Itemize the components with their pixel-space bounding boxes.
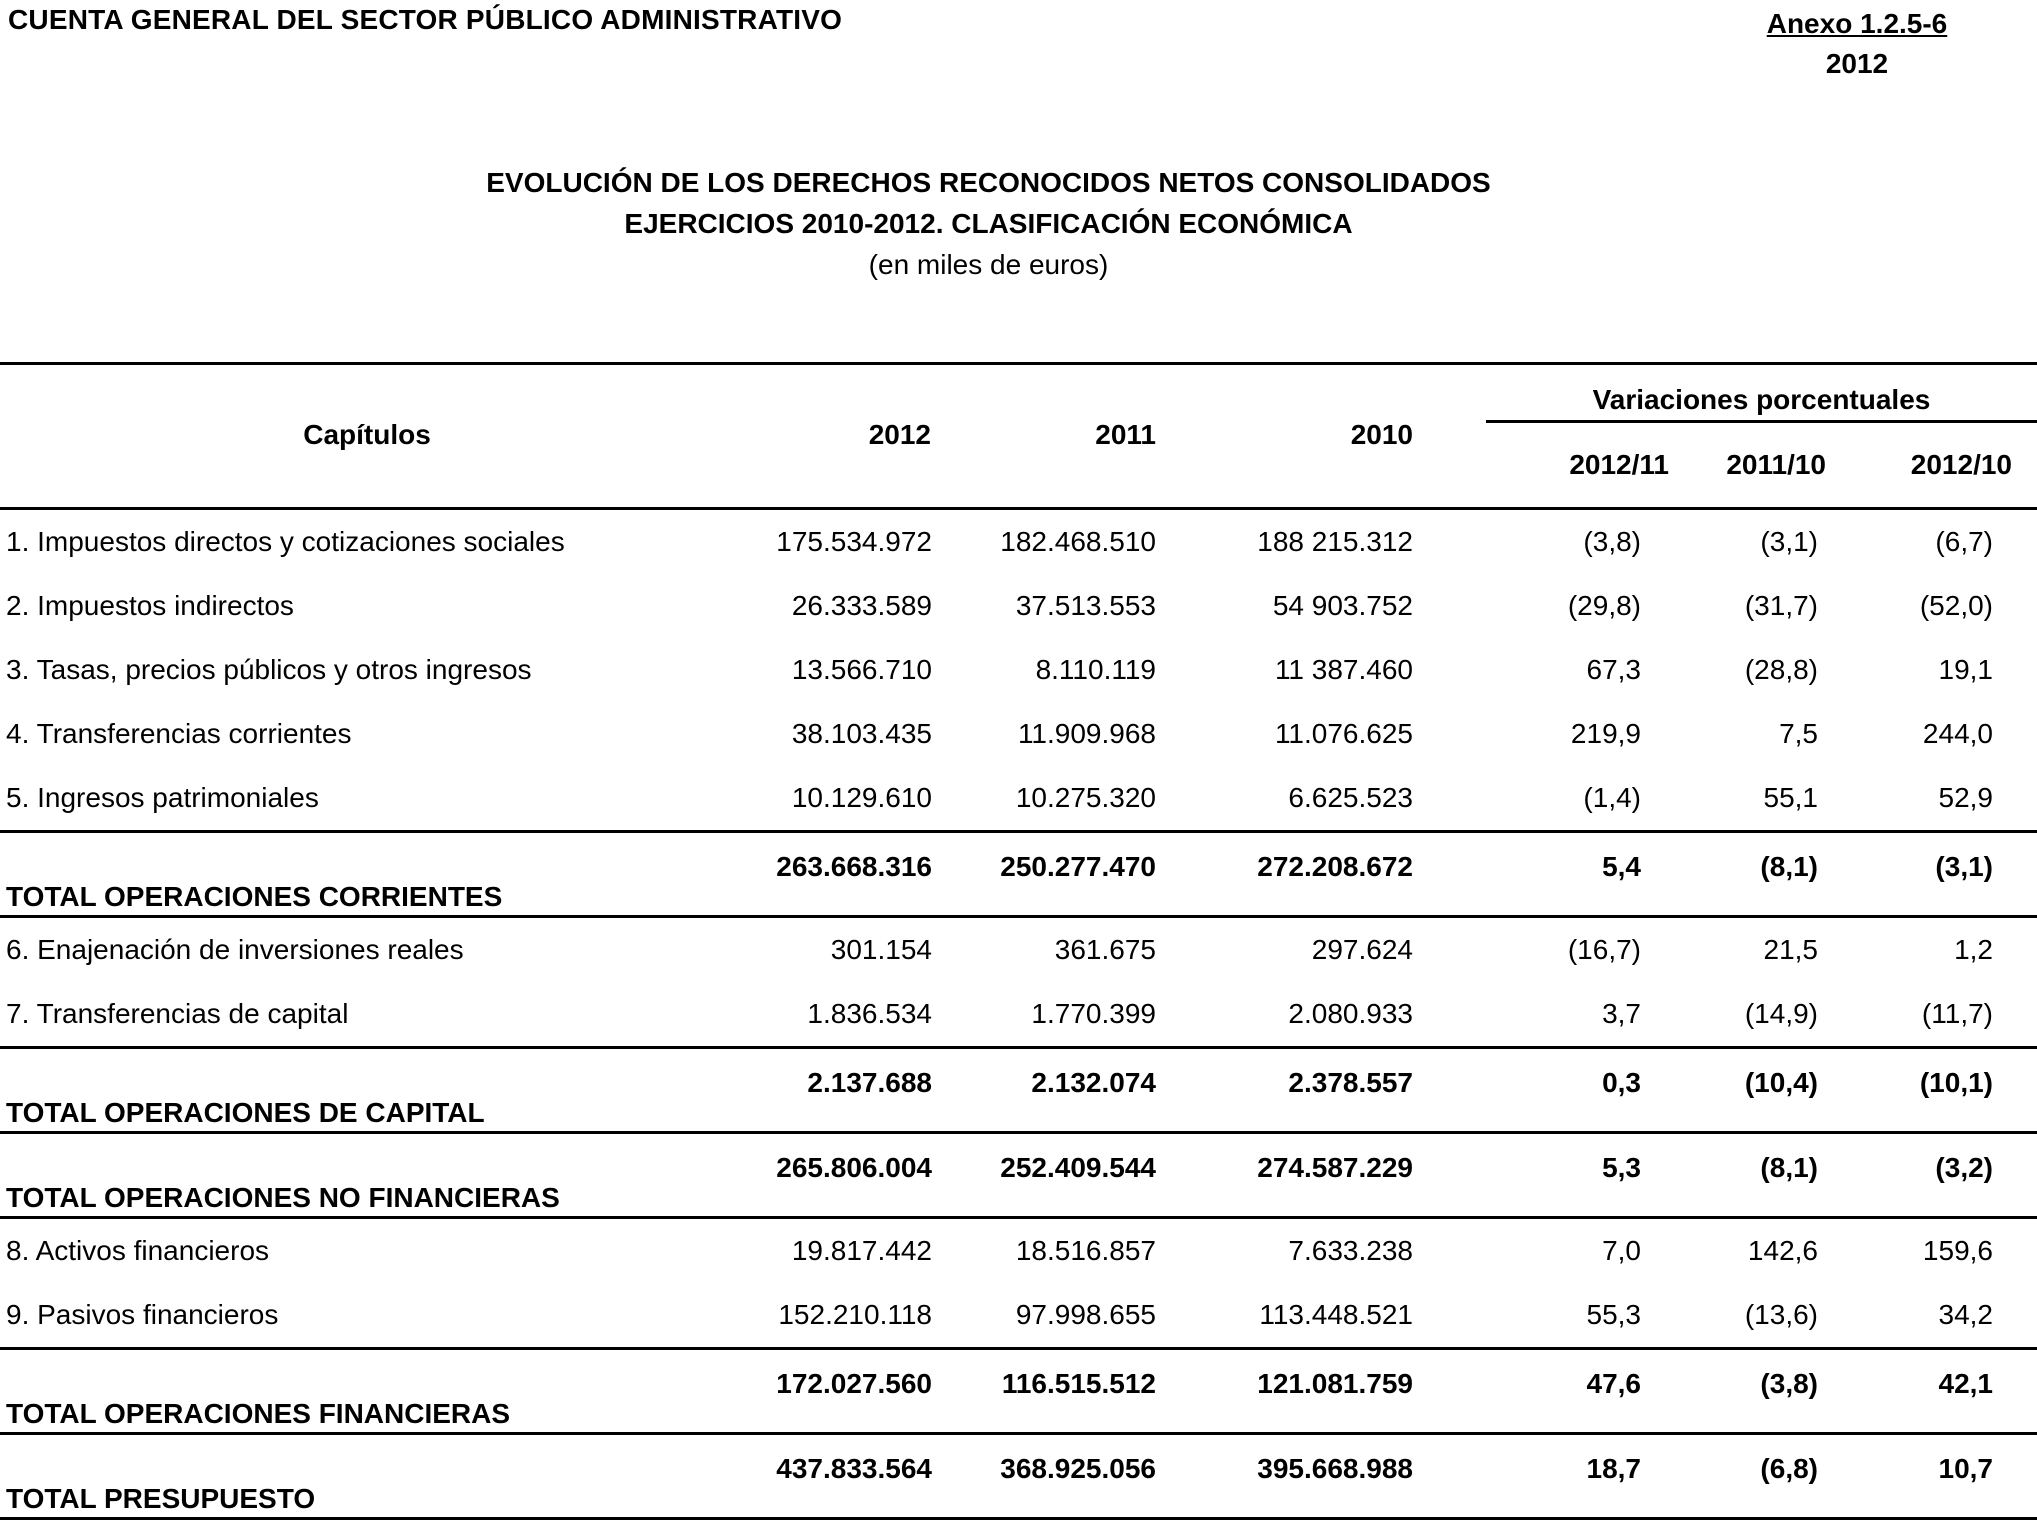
row-label: TOTAL OPERACIONES CORRIENTES	[0, 832, 735, 917]
value-2011: 18.516.857	[1015, 1235, 1156, 1266]
value-2011: 97.998.655	[1015, 1299, 1156, 1330]
value-2011: 361.675	[1054, 934, 1156, 965]
column-header-2011-10: 2011/10	[1681, 422, 1838, 509]
variation-2012-11: (16,7)	[1567, 934, 1641, 965]
total-row	[0, 832, 2037, 917]
variation-2011-10: 142,6	[1747, 1235, 1818, 1266]
row-label: 6. Enajenación de inversiones reales	[6, 934, 464, 965]
value-2012: 1.836.534	[807, 998, 932, 1029]
variation-2011-10: (8,1)	[1681, 1133, 1838, 1218]
column-header-variaciones: Variaciones porcentuales	[1486, 364, 2037, 422]
value-2011: 250.277.470	[932, 832, 1209, 917]
row-label: 1. Impuestos directos y cotizaciones sociales	[6, 526, 565, 557]
variation-2012-10: 19,1	[1938, 654, 1993, 685]
row-label: 4. Transferencias corrientes	[6, 718, 352, 749]
value-2010: 11 387.460	[1274, 654, 1413, 685]
variation-2012-10: 159,6	[1922, 1235, 1993, 1266]
variation-2012-10: (10,1)	[1838, 1048, 2037, 1133]
row-label: 8. Activos financieros	[6, 1235, 270, 1266]
variation-2012-10: (6,7)	[1935, 526, 1993, 557]
value-2010: 54 903.752	[1272, 590, 1413, 621]
value-2010: 11.076.625	[1274, 718, 1413, 749]
variation-2011-10: (13,6)	[1744, 1299, 1818, 1330]
column-header-2012-11: 2012/11	[1486, 422, 1681, 509]
total-row	[0, 1349, 2037, 1434]
value-2011: 368.925.056	[932, 1434, 1209, 1519]
value-2011: 37.513.553	[1015, 590, 1156, 621]
table-row	[0, 509, 2037, 575]
column-header-2012: 2012	[735, 364, 932, 509]
value-2012: 301.154	[830, 934, 932, 965]
row-label: 3. Tasas, precios públicos y otros ingresos	[6, 654, 532, 685]
value-2011: 10.275.320	[1015, 782, 1156, 813]
column-header-2011: 2011	[932, 364, 1209, 509]
table-row	[0, 574, 2037, 638]
variation-2012-11: (3,8)	[1583, 526, 1641, 557]
value-2011: 8.110.119	[1035, 654, 1156, 685]
variation-2012-10: (52,0)	[1919, 590, 1993, 621]
table-row	[0, 766, 2037, 832]
variation-2012-10: 10,7	[1838, 1434, 2037, 1519]
total-row	[0, 1434, 2037, 1519]
value-2012: 2.137.688	[735, 1048, 932, 1133]
value-2010: 297.624	[1311, 934, 1413, 965]
table-row	[0, 702, 2037, 766]
value-2010: 7.633.238	[1288, 1235, 1413, 1266]
row-label: 9. Pasivos financieros	[6, 1299, 279, 1330]
annex-block	[1737, 4, 1977, 84]
variation-2012-11: 5,3	[1486, 1133, 1681, 1218]
variation-2012-10: 1,2	[1954, 934, 1993, 965]
row-label: 7. Transferencias de capital	[6, 998, 349, 1029]
row-label: TOTAL PRESUPUESTO	[0, 1434, 735, 1519]
value-2010: 395.668.988	[1209, 1434, 1486, 1519]
value-2012: 10.129.610	[791, 782, 932, 813]
variation-2011-10: (10,4)	[1681, 1048, 1838, 1133]
variation-2012-11: 67,3	[1586, 654, 1641, 685]
variation-2012-10: 52,9	[1938, 782, 1993, 813]
row-label: 2. Impuestos indirectos	[6, 590, 294, 621]
variation-2012-11: 3,7	[1602, 998, 1641, 1029]
total-row	[0, 1048, 2037, 1133]
title-units: (en miles de euros)	[868, 249, 1109, 280]
variation-2011-10: (6,8)	[1681, 1434, 1838, 1519]
value-2011: 2.132.074	[932, 1048, 1209, 1133]
variation-2011-10: (3,8)	[1681, 1349, 1838, 1434]
report-titles	[0, 162, 2037, 286]
value-2012: 13.566.710	[791, 654, 932, 685]
annex-label: Anexo 1.2.5-6	[1766, 8, 1948, 39]
variation-2012-11: 55,3	[1586, 1299, 1641, 1330]
value-2010: 272.208.672	[1209, 832, 1486, 917]
row-label: TOTAL OPERACIONES DE CAPITAL	[0, 1048, 735, 1133]
report-year: 2012	[1825, 48, 1889, 79]
value-2012: 265.806.004	[735, 1133, 932, 1218]
total-row	[0, 1133, 2037, 1218]
title-line-1: EVOLUCIÓN DE LOS DERECHOS RECONOCIDOS NETOS CONSOLIDADOS	[486, 167, 1491, 198]
value-2010: 6.625.523	[1288, 782, 1413, 813]
value-2012: 26.333.589	[791, 590, 932, 621]
variation-2012-11: (29,8)	[1567, 590, 1641, 621]
value-2012: 263.668.316	[735, 832, 932, 917]
table-row	[0, 917, 2037, 983]
variation-2012-10: 244,0	[1922, 718, 1993, 749]
value-2010: 188 215.312	[1257, 526, 1413, 557]
variation-2012-10: (3,1)	[1838, 832, 2037, 917]
variation-2011-10: (14,9)	[1744, 998, 1818, 1029]
variation-2012-11: 47,6	[1486, 1349, 1681, 1434]
variation-2012-11: (1,4)	[1583, 782, 1641, 813]
organization-title: CUENTA GENERAL DEL SECTOR PÚBLICO ADMINISTRATIVO	[8, 4, 843, 35]
row-label: TOTAL OPERACIONES NO FINANCIERAS	[0, 1133, 735, 1218]
column-header-2012-10: 2012/10	[1838, 422, 2037, 509]
row-label: 5. Ingresos patrimoniales	[6, 782, 319, 813]
value-2010: 2.378.557	[1209, 1048, 1486, 1133]
variation-2012-11: 219,9	[1570, 718, 1641, 749]
value-2012: 172.027.560	[735, 1349, 932, 1434]
variation-2011-10: 55,1	[1763, 782, 1818, 813]
column-header-capitulos: Capítulos	[0, 364, 735, 509]
rights-evolution-table	[0, 362, 2037, 1520]
variation-2011-10: (28,8)	[1744, 654, 1818, 685]
value-2011: 252.409.544	[932, 1133, 1209, 1218]
variation-2012-11: 0,3	[1486, 1048, 1681, 1133]
variation-2011-10: (3,1)	[1760, 526, 1818, 557]
value-2011: 11.909.968	[1017, 718, 1156, 749]
value-2011: 1.770.399	[1031, 998, 1156, 1029]
value-2012: 152.210.118	[778, 1299, 932, 1330]
table-row	[0, 1218, 2037, 1284]
variation-2012-10: 34,2	[1938, 1299, 1993, 1330]
value-2012: 437.833.564	[735, 1434, 932, 1519]
variation-2012-11: 5,4	[1486, 832, 1681, 917]
column-header-2010: 2010	[1209, 364, 1486, 509]
value-2011: 182.468.510	[1000, 526, 1156, 557]
variation-2011-10: (8,1)	[1681, 832, 1838, 917]
value-2010: 2.080.933	[1288, 998, 1413, 1029]
value-2012: 175.534.972	[776, 526, 932, 557]
variation-2012-11: 7,0	[1602, 1235, 1641, 1266]
value-2010: 121.081.759	[1209, 1349, 1486, 1434]
title-line-2: EJERCICIOS 2010-2012. CLASIFICACIÓN ECONÓMICA	[624, 208, 1353, 239]
table-row	[0, 982, 2037, 1048]
table-row	[0, 638, 2037, 702]
value-2012: 19.817.442	[791, 1235, 932, 1266]
table-header-row-1	[0, 364, 2037, 422]
variation-2011-10: (31,7)	[1744, 590, 1818, 621]
variation-2012-10: (11,7)	[1921, 998, 1993, 1029]
table-body	[0, 509, 2037, 1519]
value-2010: 113.448.521	[1259, 1299, 1413, 1330]
variation-2011-10: 21,5	[1763, 934, 1818, 965]
variation-2012-10: (3,2)	[1838, 1133, 2037, 1218]
value-2010: 274.587.229	[1209, 1133, 1486, 1218]
row-label: TOTAL OPERACIONES FINANCIERAS	[0, 1349, 735, 1434]
value-2011: 116.515.512	[932, 1349, 1209, 1434]
value-2012: 38.103.435	[791, 718, 932, 749]
variation-2012-10: 42,1	[1838, 1349, 2037, 1434]
table-row	[0, 1283, 2037, 1349]
variation-2012-11: 18,7	[1486, 1434, 1681, 1519]
variation-2011-10: 7,5	[1779, 718, 1818, 749]
